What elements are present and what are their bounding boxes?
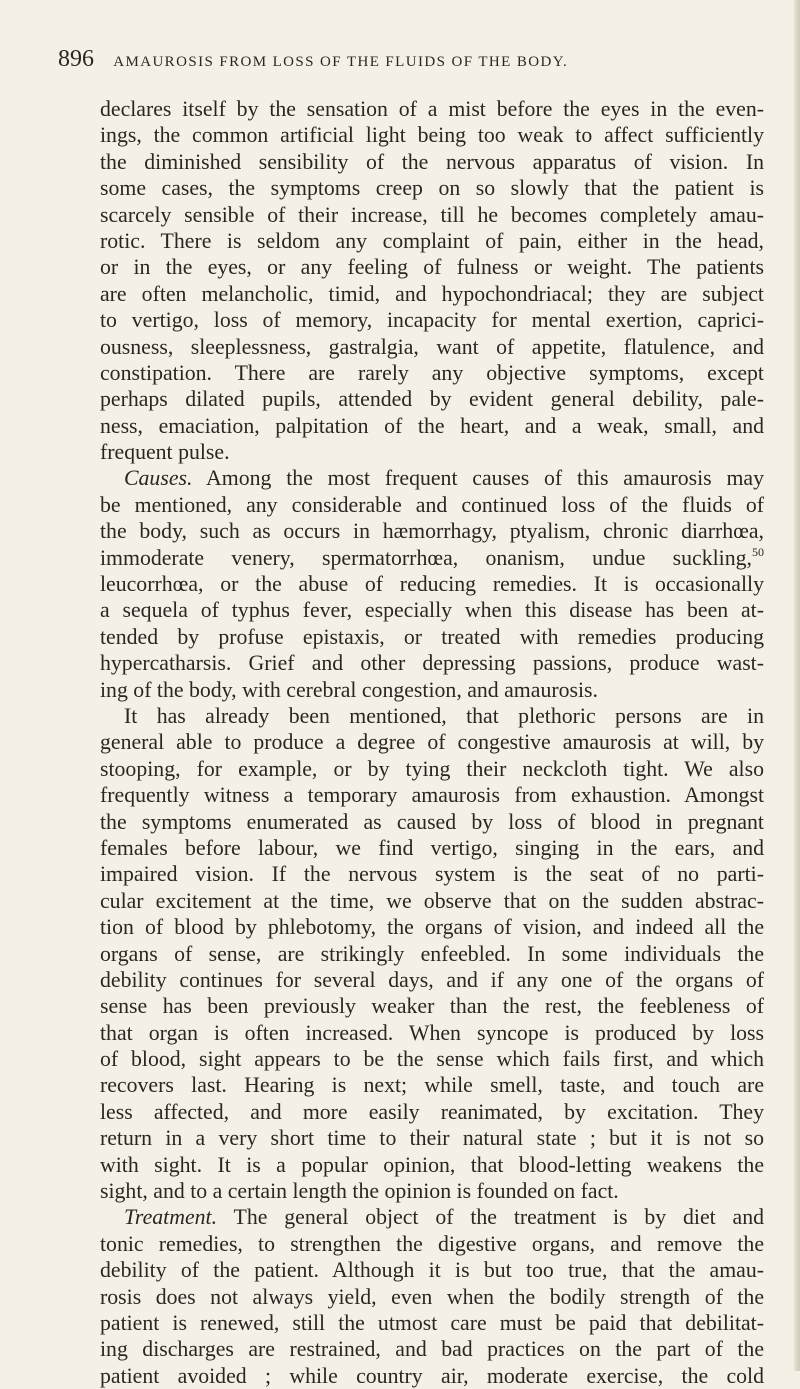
- text-line: the body, such as occurs in hæmorrhagy, ptyalism, chronic diarrhœa,: [100, 519, 764, 544]
- text-line: ing discharges are restrained, and bad practices on the part of the: [100, 1337, 764, 1362]
- text-line: sight, and to a certain length the opinion is founded on fact.: [100, 1179, 619, 1204]
- text-line: tonic remedies, to strengthen the digestive organs, and remove the: [100, 1231, 764, 1256]
- text-line: sense has been previously weaker than the rest, the feebleness of: [100, 994, 764, 1019]
- text-line: recovers last. Hearing is next; while smell, taste, and touch are: [100, 1073, 764, 1098]
- text-line: females before labour, we find vertigo, singing in the ears, and: [100, 835, 764, 860]
- text-line: scarcely sensible of their increase, till he becomes completely amau-: [100, 202, 764, 227]
- text-line: less affected, and more easily reanimated, by excitation. They: [100, 1099, 764, 1124]
- text-line: some cases, the symptoms creep on so slowly that the patient is: [100, 176, 764, 201]
- text-line: of blood, sight appears to be the sense which fails first, and which: [100, 1047, 764, 1072]
- page-number: 896: [58, 46, 94, 72]
- text-line: patient is renewed, still the utmost care must be paid that debilitat-: [100, 1310, 764, 1335]
- treatment-first-text: The general object of the treatment is by diet and: [233, 1205, 765, 1230]
- text-line: rosis does not always yield, even when the bodily strength of the: [100, 1284, 764, 1309]
- text-line: declares itself by the sensation of a mist before the eyes in the even-: [100, 97, 764, 121]
- footnote-reference[interactable]: 50: [752, 544, 764, 559]
- page-header: [58, 46, 778, 75]
- text-line: hypercatharsis. Grief and other depressing passions, produce wast-: [100, 651, 764, 676]
- treatment-heading: Treatment.: [124, 1205, 218, 1230]
- text-line: or in the eyes, or any feeling of fulness or weight. The patients: [100, 255, 764, 280]
- text-line: organs of sense, are strikingly enfeebled. In some individuals the: [100, 941, 764, 966]
- text-line: ings, the common artificial light being too weak to affect sufficiently: [100, 123, 764, 148]
- text-line: ing of the body, with cerebral congestion, and amaurosis.: [100, 677, 598, 702]
- text-line: debility continues for several days, and if any one of the organs of: [100, 967, 764, 992]
- text-line: [100, 545, 764, 571]
- text-line: tended by profuse epistaxis, or treated with remedies producing: [100, 624, 764, 649]
- text-line: constipation. There are rarely any objective symptoms, except: [100, 360, 764, 385]
- text-line: rotic. There is seldom any complaint of pain, either in the head,: [100, 228, 764, 253]
- text-line: are often melancholic, timid, and hypochondriacal; they are subject: [100, 281, 764, 306]
- causes-heading: Causes.: [124, 466, 193, 491]
- paragraph-symptoms: [100, 96, 764, 465]
- text-line: cular excitement at the time, we observe that on the sudden abstrac-: [100, 888, 764, 913]
- paragraph-causes-first-line: [100, 465, 764, 491]
- body-text: [100, 96, 764, 1389]
- text-line: return in a very short time to their natural state ; but it is not so: [100, 1126, 764, 1151]
- text-line: impaired vision. If the nervous system is the seat of no parti-: [100, 862, 764, 887]
- text-line: perhaps dilated pupils, attended by evident general debility, pale-: [100, 387, 764, 412]
- paragraph-causes-a: [100, 492, 764, 571]
- text-line: with sight. It is a popular opinion, that blood-letting weakens the: [100, 1152, 764, 1177]
- text-line: frequently witness a temporary amaurosis from exhaustion. Amongst: [100, 783, 764, 808]
- text-span: immoderate venery, spermatorrhœa, onanism, undue suckling,: [100, 545, 752, 570]
- text-line: a sequela of typhus fever, especially when this disease has been at-: [100, 598, 764, 623]
- text-line: that organ is often increased. When syncope is produced by loss: [100, 1020, 764, 1045]
- text-line: general able to produce a degree of congestive amaurosis at will, by: [100, 730, 764, 755]
- page-edge-shadow: [794, 0, 800, 1371]
- text-line: ness, emaciation, palpitation of the heart, and a weak, small, and: [100, 413, 764, 438]
- text-line: stooping, for example, or by tying their neckcloth tight. We also: [100, 756, 764, 781]
- paragraph-causes-b: [100, 571, 764, 703]
- text-line: to vertigo, loss of memory, incapacity for mental exertion, caprici-: [100, 308, 764, 333]
- text-line: frequent pulse.: [100, 440, 230, 465]
- paragraph-plethoric-first-line: It has already been mentioned, that plethoric persons are in: [124, 703, 764, 728]
- running-title: AMAUROSIS FROM LOSS OF THE FLUIDS OF THE BODY.: [113, 54, 569, 70]
- text-line: the diminished sensibility of the nervous apparatus of vision. In: [100, 149, 764, 174]
- text-line: leucorrhœa, or the abuse of reducing remedies. It is occasionally: [100, 572, 764, 597]
- text-line: the symptoms enumerated as caused by loss of blood in pregnant: [100, 809, 764, 834]
- paragraph-treatment: [100, 1231, 764, 1389]
- text-line: be mentioned, any considerable and continued loss of the fluids of: [100, 492, 764, 517]
- text-line: tion of blood by phlebotomy, the organs of vision, and indeed all the: [100, 915, 764, 940]
- text-line: patient avoided ; while country air, moderate exercise, the cold: [100, 1363, 764, 1388]
- paragraph-treatment-first-line: [100, 1204, 764, 1230]
- text-line: ousness, sleeplessness, gastralgia, want of appetite, flatulence, and: [100, 334, 764, 359]
- paragraph-plethoric: [100, 729, 764, 1204]
- text-line: debility of the patient. Although it is but too true, that the amau-: [100, 1258, 764, 1283]
- causes-first-text: Among the most frequent causes of this amaurosis may: [206, 466, 764, 491]
